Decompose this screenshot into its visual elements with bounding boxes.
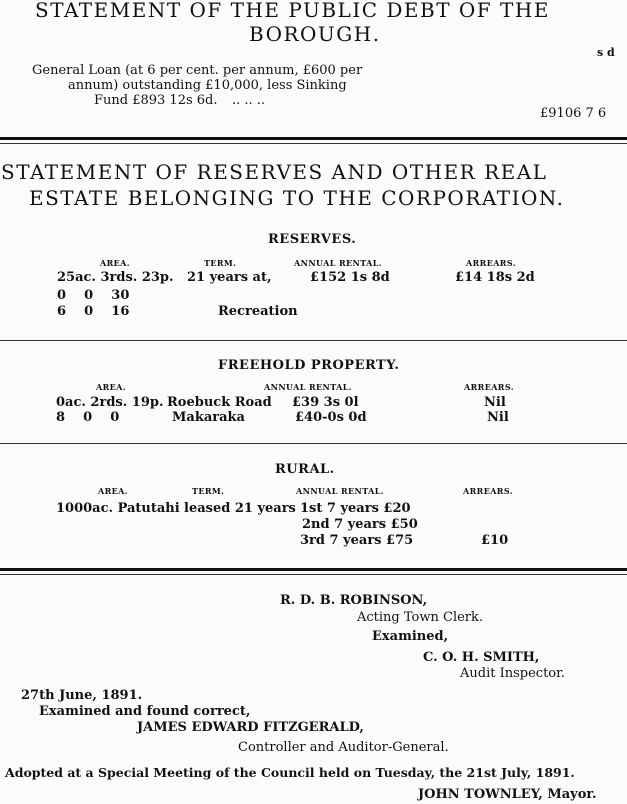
- rural-term: leased 21 years: [184, 501, 296, 516]
- freehold-col-arrears: ARREARS.: [464, 382, 514, 392]
- freehold-heading: FREEHOLD PROPERTY.: [218, 358, 400, 373]
- report-date: 27th June, 1891.: [21, 688, 143, 703]
- reserve-row-1-arrears: £14 18s 2d: [455, 270, 535, 285]
- townley-signature: JOHN TOWNLEY, Mayor.: [418, 787, 597, 802]
- public-debt-total: £9106 7 6: [540, 106, 607, 121]
- reserves-col-arrears: ARREARS.: [466, 258, 516, 268]
- examined-label: Examined,: [372, 629, 449, 644]
- section-divider-thin: [0, 143, 627, 144]
- reserves-heading: RESERVES.: [268, 232, 357, 247]
- freehold-row-1-place: Roebuck Road: [167, 395, 272, 410]
- robinson-title: Acting Town Clerk.: [357, 610, 484, 625]
- freehold-col-rental: ANNUAL RENTAL.: [264, 382, 352, 392]
- reserves-col-area: AREA.: [100, 258, 130, 268]
- adoption-statement: Adopted at a Special Meeting of the Council held on Tuesday, the 21st July, 1891.: [5, 765, 575, 780]
- freehold-divider: [0, 443, 627, 444]
- freehold-row-2-place: Makaraka: [172, 410, 245, 425]
- reserves-divider: [0, 340, 627, 341]
- public-debt-title-line1: STATEMENT OF THE PUBLIC DEBT OF THE: [35, 0, 550, 22]
- rural-col-rental: ANNUAL RENTAL.: [296, 486, 384, 496]
- rural-heading: RURAL.: [275, 462, 335, 477]
- rural-rental-1: 1st 7 years £20: [300, 501, 411, 516]
- public-debt-line2: annum) outstanding £10,000, less Sinking: [68, 78, 347, 93]
- fitzgerald-title: Controller and Auditor-General.: [238, 740, 449, 755]
- rural-rental-2: 2nd 7 years £50: [302, 517, 418, 532]
- reserve-row-1-rental: £152 1s 8d: [310, 270, 390, 285]
- freehold-row-2-rental: £40-0s 0d: [295, 410, 367, 425]
- reserves-statement-title-line1: STATEMENT OF RESERVES AND OTHER REAL: [1, 160, 548, 184]
- examined-correct: Examined and found correct,: [39, 704, 251, 719]
- rural-area: 1000ac. Patutahi: [56, 501, 180, 516]
- signatures-divider: [0, 568, 627, 571]
- rural-arrears: £10: [481, 533, 509, 548]
- currency-columns: s d: [597, 46, 615, 59]
- section-divider: [0, 137, 627, 140]
- freehold-col-area: AREA.: [96, 382, 126, 392]
- freehold-row-2-area: 8 0 0: [56, 410, 120, 425]
- public-debt-leader: .. .. ..: [232, 93, 266, 108]
- signatures-divider-thin: [0, 574, 627, 575]
- rural-col-term: TERM.: [192, 486, 225, 496]
- reserves-col-rental: ANNUAL RENTAL.: [294, 258, 382, 268]
- reserve-row-3-term: Recreation: [218, 304, 298, 319]
- smith-name: C. O. H. SMITH,: [423, 650, 540, 665]
- reserves-statement-title-line2: ESTATE BELONGING TO THE CORPORATION.: [29, 186, 565, 210]
- reserve-row-1-term: 21 years at,: [187, 270, 272, 285]
- reserve-row-2-area: 0 0 30: [57, 288, 130, 303]
- fitzgerald-name: JAMES EDWARD FITZGERALD,: [137, 720, 364, 735]
- rural-col-area: AREA.: [98, 486, 128, 496]
- rural-col-arrears: ARREARS.: [463, 486, 513, 496]
- robinson-name: R. D. B. ROBINSON,: [280, 593, 428, 608]
- reserves-col-term: TERM.: [204, 258, 237, 268]
- reserve-row-1-area: 25ac. 3rds. 23p.: [57, 270, 174, 285]
- public-debt-title-line2: BOROUGH.: [249, 22, 381, 46]
- freehold-row-1-rental: £39 3s 0l: [292, 395, 359, 410]
- freehold-row-2-arrears: Nil: [487, 410, 509, 425]
- public-debt-line3: Fund £893 12s 6d.: [94, 93, 218, 108]
- freehold-row-1-arrears: Nil: [484, 395, 506, 410]
- reserve-row-3-area: 6 0 16: [57, 304, 130, 319]
- rural-rental-3: 3rd 7 years £75: [300, 533, 414, 548]
- public-debt-line1: General Loan (at 6 per cent. per annum, £600 per: [32, 63, 363, 78]
- freehold-row-1-area: 0ac. 2rds. 19p.: [56, 395, 164, 410]
- smith-title: Audit Inspector.: [460, 666, 566, 681]
